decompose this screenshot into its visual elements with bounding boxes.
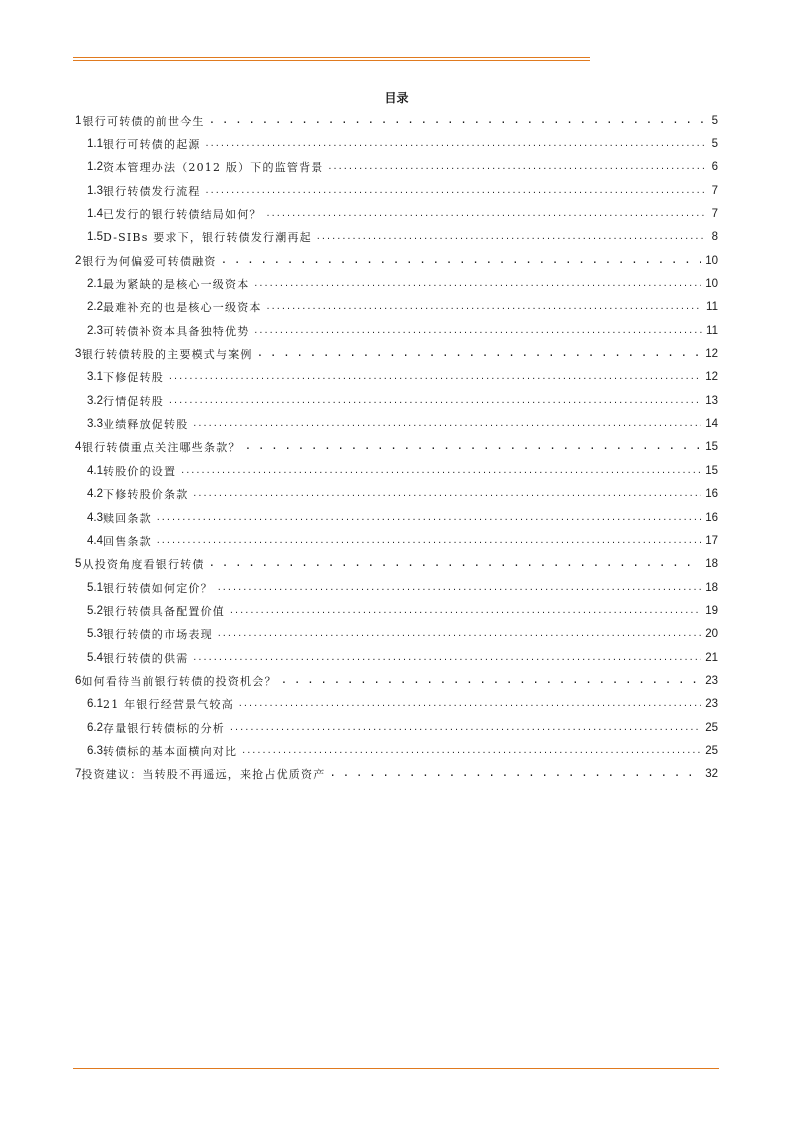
toc-entry-page[interactable]: 16 [705,511,718,524]
toc-leader-dots [192,650,701,664]
toc-entry-page[interactable]: 10 [705,278,718,291]
toc-entry-title[interactable]: 银行转债转股的主要模式与案例 [81,348,253,362]
toc-entry-title[interactable]: 银行转债发行流程 [103,184,201,198]
toc-entry-title[interactable]: 银行转债重点关注哪些条款？ [82,441,241,455]
toc-leader-dots [209,113,704,127]
header-rule [73,57,590,61]
toc-leader-dots [229,720,701,734]
toc-entry-title[interactable]: 赎回条款 [103,511,152,525]
toc-entry-number: 1 [75,114,82,127]
toc-leader-dots [241,743,701,757]
toc-leader-dots [205,136,704,150]
toc-entry-number: 2.3 [87,324,103,337]
toc-entry-number: 4.1 [87,464,103,477]
toc-entry-page[interactable]: 7 [711,184,718,197]
toc-entry-number: 1.3 [87,184,103,197]
toc-entry-number: 3.3 [87,418,103,431]
toc-entry-page[interactable]: 5 [711,138,718,151]
toc-leader-dots [180,463,701,477]
toc-leader-dots [266,206,704,220]
toc-entry-title[interactable]: 回售条款 [103,534,152,548]
toc-entry-title[interactable]: 银行可转债的前世今生 [82,114,205,128]
toc-entry-title[interactable]: D-SIBs 要求下，银行转债发行潮再起 [103,231,312,245]
toc-entry-page[interactable]: 14 [705,418,718,431]
toc-entry-page[interactable]: 21 [705,651,718,664]
toc-entry-number: 4.4 [87,534,103,547]
toc-entry-page[interactable]: 18 [705,581,718,594]
toc-leader-dots [192,416,701,430]
toc-entry[interactable] [73,529,718,552]
toc-entry-page[interactable]: 12 [705,371,718,384]
toc-entry-number: 3 [75,348,82,361]
toc-entry-title[interactable]: 银行转债具备配置价值 [103,604,225,618]
toc-entry-title[interactable]: 存量银行转债标的分析 [103,721,225,735]
toc-entry[interactable] [73,623,718,646]
toc-entry-title[interactable]: 银行转债的市场表现 [103,628,213,642]
toc-entry-page[interactable]: 15 [705,441,718,454]
toc-entry-page[interactable]: 16 [705,488,718,501]
toc-entry[interactable] [73,646,718,669]
toc-entry-page[interactable]: 19 [705,604,718,617]
toc-leader-dots [328,159,705,173]
toc-entry[interactable] [73,599,718,622]
toc-entry-title[interactable]: 下修促转股 [103,371,164,385]
toc-entry-page[interactable]: 8 [711,231,718,244]
toc-entry-number: 2 [75,254,82,267]
toc-entry-number: 5 [75,558,82,571]
toc-entry-number: 1.1 [87,138,103,151]
toc-entry[interactable] [73,109,718,132]
toc-leader-dots [168,393,701,407]
toc-entry-page[interactable]: 10 [705,254,718,267]
toc-entry-number: 5.2 [87,604,103,617]
toc-entry-title[interactable]: 可转债补资本具备独特优势 [103,324,250,338]
toc-entry-title[interactable]: 银行转债的供需 [103,651,189,665]
toc-entry-title[interactable]: 下修转股价条款 [103,488,189,502]
toc-entry-title[interactable]: 资本管理办法（2012 版）下的监管背景 [103,161,324,175]
toc-entry[interactable] [73,576,718,599]
toc-entry[interactable] [73,366,718,389]
toc-entry[interactable] [73,156,718,179]
toc-entry-title[interactable]: 行情促转股 [103,394,164,408]
toc-entry-page[interactable]: 11 [706,324,718,337]
toc-leader-dots [257,346,702,360]
toc-leader-dots [316,229,704,243]
toc-entry-page[interactable]: 25 [705,744,718,757]
toc-leader-dots [156,533,701,547]
toc-entry[interactable] [73,319,718,342]
toc-entry-number: 2.1 [87,278,103,291]
toc-entry[interactable] [73,296,718,319]
toc-entry-number: 5.1 [87,581,103,594]
toc-entry-title[interactable]: 转股价的设置 [103,464,177,478]
toc-entry[interactable] [73,226,718,249]
toc-entry-title[interactable]: 21 年银行经营景气较高 [103,698,234,712]
toc-leader-dots [329,766,701,780]
toc-entry[interactable] [73,412,718,435]
toc-entry[interactable] [73,202,718,225]
toc-entry-title[interactable]: 银行转债如何定价？ [103,581,213,595]
toc-entry-number: 4.2 [87,488,103,501]
toc-leader-dots [221,253,702,267]
toc-entry-number: 1.2 [87,161,103,174]
toc-leader-dots [245,439,702,453]
toc-leader-dots [217,626,701,640]
toc-entry[interactable] [73,716,718,739]
toc-leader-dots [281,673,702,687]
toc-entry-title[interactable]: 从投资角度看银行转债 [82,558,205,572]
toc-title: 目录 [384,91,409,105]
toc-entry[interactable] [73,506,718,529]
toc-entry-title[interactable]: 业绩释放促转股 [103,418,189,432]
toc-entry-number: 7 [75,768,82,781]
toc-entry-title[interactable]: 银行可转债的起源 [103,138,201,152]
toc-entry-number: 5.4 [87,651,103,664]
toc-entry-page[interactable]: 12 [705,348,718,361]
toc-entry-title[interactable]: 如何看待当前银行转债的投资机会？ [81,674,277,688]
toc-entry[interactable] [73,132,718,155]
toc-entry[interactable] [73,389,718,412]
toc-entry-page[interactable]: 23 [705,698,718,711]
toc-entry-number: 3.1 [87,371,103,384]
toc-leader-dots [217,580,701,594]
toc-leader-dots [156,510,701,524]
toc-entry-page[interactable]: 17 [705,534,718,547]
toc-entry-page[interactable]: 20 [705,628,718,641]
toc-entry-number: 3.2 [87,394,103,407]
toc-entry-number: 1.4 [87,208,103,221]
toc-entry-page[interactable]: 23 [705,674,718,687]
toc-leader-dots [209,556,702,570]
toc-entry-page[interactable]: 18 [705,558,718,571]
toc-leader-dots [253,276,701,290]
toc-entry-number: 4 [75,441,82,454]
toc-entry[interactable] [73,739,718,762]
toc-entry-title[interactable]: 最为紧缺的是核心一级资本 [103,278,250,292]
toc-entry-title[interactable]: 已发行的银行转债结局如何？ [103,208,262,222]
toc-entry[interactable] [73,693,718,716]
toc-entry-number: 6.1 [87,698,103,711]
toc-leader-dots [238,696,701,710]
toc-entry[interactable] [73,553,718,576]
toc-entry-page[interactable]: 6 [711,161,718,174]
toc-entry[interactable] [73,249,718,272]
footer-rule [73,1068,719,1069]
toc-leader-dots [253,323,702,337]
toc-entry-number: 4.3 [87,511,103,524]
toc-entry[interactable] [73,669,718,692]
toc-entry-page[interactable]: 32 [705,768,718,781]
toc-entry-title[interactable]: 转债标的基本面横向对比 [103,744,238,758]
toc-leader-dots [205,183,704,197]
toc-entry-title[interactable]: 投资建议：当转股不再遥远，来抢占优质资产 [81,768,326,782]
toc-entry-title[interactable]: 最难补充的也是核心一级资本 [103,301,262,315]
toc-entry-page[interactable]: 13 [705,394,718,407]
toc-entry-number: 6.3 [87,744,103,757]
toc-leader-dots [168,369,701,383]
toc-leader-dots [192,486,701,500]
toc-entry-number: 5.3 [87,628,103,641]
toc-leader-dots [266,299,702,313]
toc-leader-dots [229,603,701,617]
toc-entry[interactable] [73,436,718,459]
toc-entry-number: 1.5 [87,231,103,244]
toc-entry-number: 6 [75,674,82,687]
toc-entry-page[interactable]: 7 [711,208,718,221]
toc-entry[interactable] [73,272,718,295]
toc-entry-page[interactable]: 11 [706,301,718,314]
toc-entry[interactable] [73,483,718,506]
toc-entry-page[interactable]: 15 [705,464,718,477]
toc-entry-number: 6.2 [87,721,103,734]
table-of-contents [73,109,718,786]
toc-entry-page[interactable]: 25 [705,721,718,734]
toc-entry-page[interactable]: 5 [711,114,718,127]
toc-entry[interactable] [73,763,718,786]
toc-entry-number: 2.2 [87,301,103,314]
toc-entry[interactable] [73,179,718,202]
toc-entry[interactable] [73,342,718,365]
toc-entry[interactable] [73,459,718,482]
toc-entry-title[interactable]: 银行为何偏爱可转债融资 [82,254,217,268]
